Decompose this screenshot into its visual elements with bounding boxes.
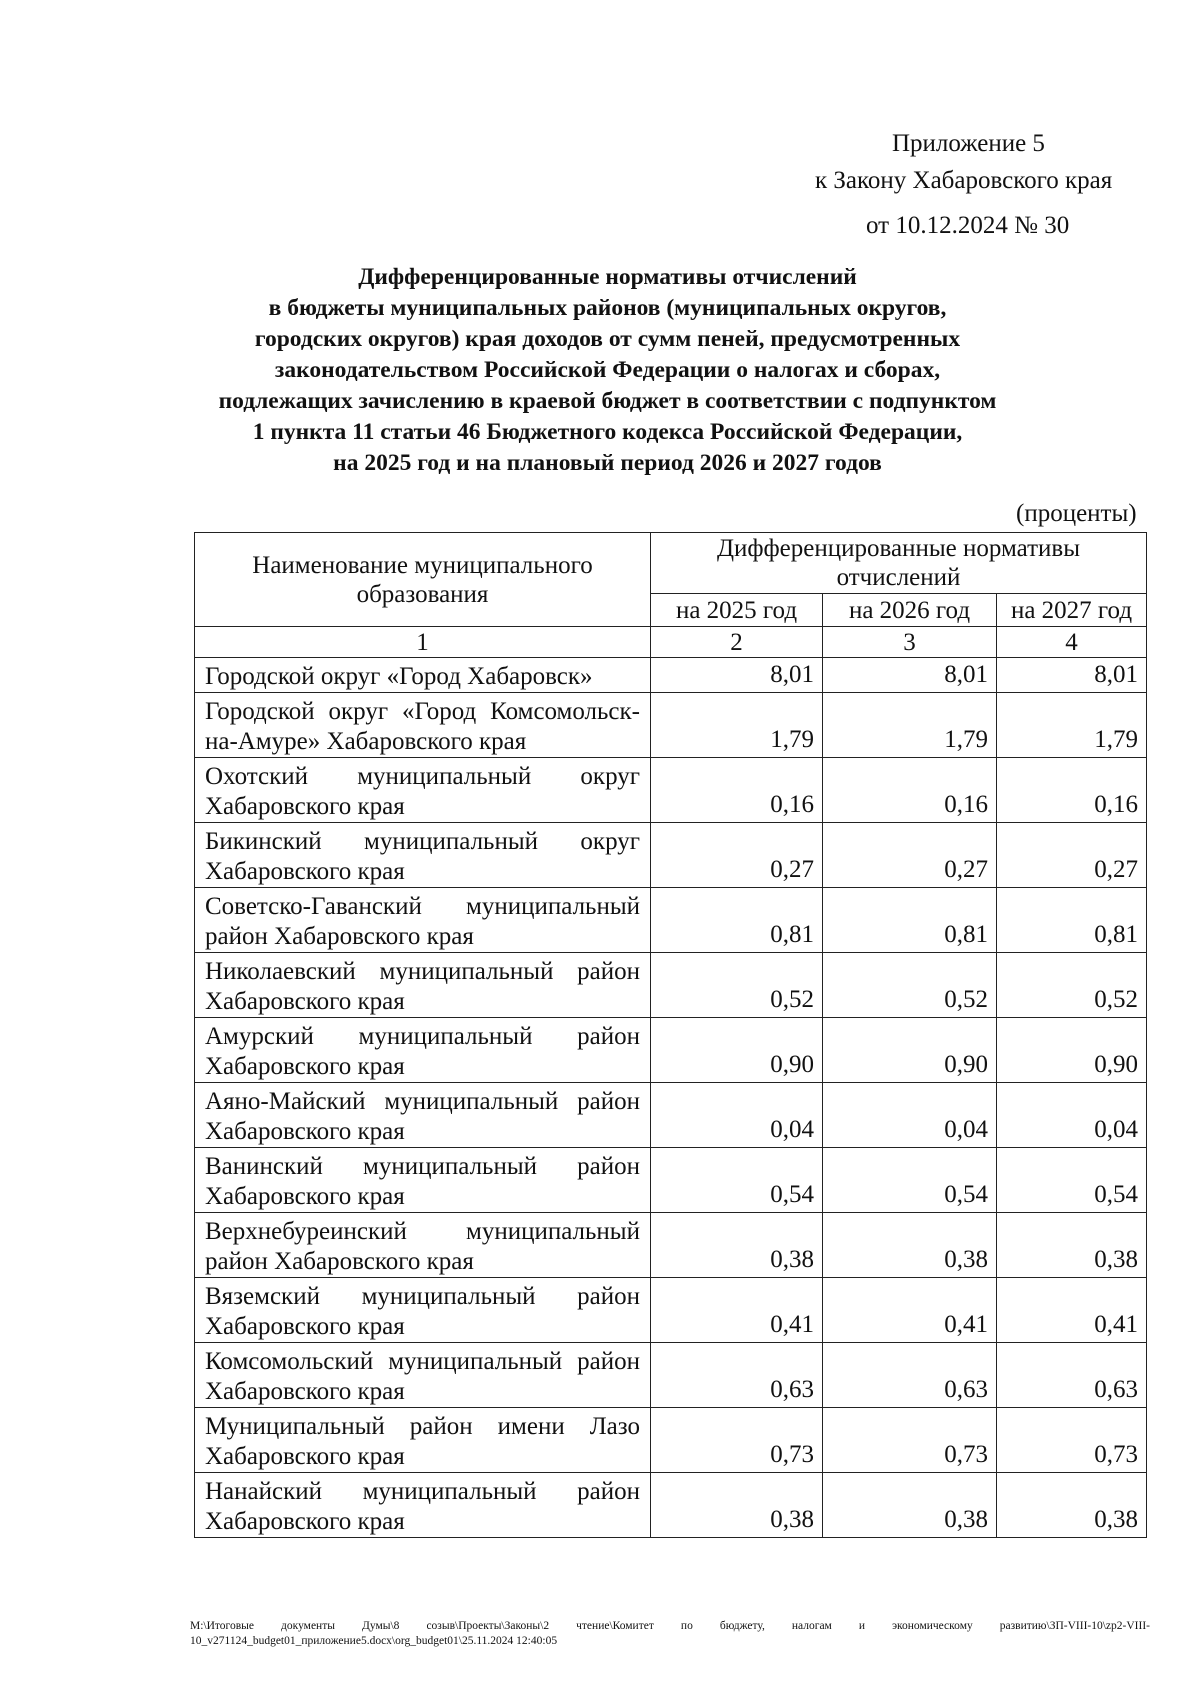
value-2027: 8,01 <box>997 658 1147 693</box>
table-row <box>195 1018 1147 1083</box>
value-2026: 0,27 <box>823 823 997 888</box>
table-row <box>195 888 1147 953</box>
value-2027: 0,16 <box>997 758 1147 823</box>
title-line: 1 пункта 11 статьи 46 Бюджетного кодекса Российской Федерации, <box>252 419 963 445</box>
municipality-name: Бикинский муниципальный округ Хабаровского края <box>195 823 651 888</box>
annex-number: Приложение 5 <box>892 130 1045 157</box>
table-row <box>195 658 1147 693</box>
column-number: 1 <box>195 627 651 658</box>
value-2027: 0,73 <box>997 1408 1147 1473</box>
value-2025: 8,01 <box>651 658 823 693</box>
value-2025: 0,04 <box>651 1083 823 1148</box>
municipality-name: Охотский муниципальный округ Хабаровского края <box>195 758 651 823</box>
value-2025: 0,52 <box>651 953 823 1018</box>
units-label: (проценты) <box>1016 500 1137 527</box>
title-line: городских округов) края доходов от сумм пеней, предусмотренных <box>254 326 961 352</box>
value-2026: 0,54 <box>823 1148 997 1213</box>
value-2026: 0,38 <box>823 1213 997 1278</box>
municipality-name: Верхнебуреинский муниципальный район Хабаровского края <box>195 1213 651 1278</box>
municipality-name: Городской округ «Город Комсомольск-на-Амуре» Хабаровского края <box>195 693 651 758</box>
value-2027: 0,63 <box>997 1343 1147 1408</box>
value-2025: 0,16 <box>651 758 823 823</box>
value-2026: 0,63 <box>823 1343 997 1408</box>
value-2025: 0,38 <box>651 1213 823 1278</box>
value-2027: 0,04 <box>997 1083 1147 1148</box>
norms-table <box>194 532 1147 1538</box>
value-2027: 0,52 <box>997 953 1147 1018</box>
value-2025: 0,63 <box>651 1343 823 1408</box>
value-2026: 8,01 <box>823 658 997 693</box>
municipality-name: Амурский муниципальный район Хабаровского края <box>195 1018 651 1083</box>
value-2025: 0,27 <box>651 823 823 888</box>
table-row <box>195 953 1147 1018</box>
table-row <box>195 1278 1147 1343</box>
municipality-name: Муниципальный район имени Лазо Хабаровского края <box>195 1408 651 1473</box>
column-number: 2 <box>651 627 823 658</box>
value-2027: 0,81 <box>997 888 1147 953</box>
value-2025: 0,54 <box>651 1148 823 1213</box>
title-line: законодательством Российской Федерации о налогах и сборах, <box>274 357 941 383</box>
value-2027: 0,90 <box>997 1018 1147 1083</box>
column-number-row <box>195 627 1147 658</box>
value-2025: 0,41 <box>651 1278 823 1343</box>
value-2026: 0,38 <box>823 1473 997 1538</box>
header-year-2027: на 2027 год <box>997 594 1147 627</box>
municipality-name: Николаевский муниципальный район Хабаровского края <box>195 953 651 1018</box>
value-2025: 0,90 <box>651 1018 823 1083</box>
municipality-name: Вяземский муниципальный район Хабаровского края <box>195 1278 651 1343</box>
table-row <box>195 1343 1147 1408</box>
header-municipality-name: Наименование муниципального образования <box>195 533 651 627</box>
table-row <box>195 1473 1147 1538</box>
table-row <box>195 1083 1147 1148</box>
value-2027: 0,41 <box>997 1278 1147 1343</box>
table-row <box>195 1148 1147 1213</box>
value-2026: 0,73 <box>823 1408 997 1473</box>
value-2026: 0,52 <box>823 953 997 1018</box>
value-2026: 0,04 <box>823 1083 997 1148</box>
value-2027: 0,38 <box>997 1213 1147 1278</box>
value-2027: 1,79 <box>997 693 1147 758</box>
title-line: подлежащих зачислению в краевой бюджет в соответствии с подпунктом <box>218 388 997 414</box>
value-2025: 0,81 <box>651 888 823 953</box>
table-row <box>195 758 1147 823</box>
municipality-name: Городской округ «Город Хабаровск» <box>195 658 651 693</box>
column-number: 3 <box>823 627 997 658</box>
value-2027: 0,27 <box>997 823 1147 888</box>
header-year-2026: на 2026 год <box>823 594 997 627</box>
file-path-footer: M:\Итоговые документы Думы\8 созыв\Проекты\Законы\2 чтение\Комитет по бюджету, налогам и экономическому развитию\ЗП-VIII-10\zp2-VIII-10_v271124_budget01_приложение5.docx\org_budget01\25.11.2024 12:40:05 <box>190 1620 1150 1647</box>
value-2026: 0,90 <box>823 1018 997 1083</box>
table-row <box>195 823 1147 888</box>
header-norms-group: Дифференцированные нормативы отчислений <box>651 533 1147 594</box>
value-2026: 0,81 <box>823 888 997 953</box>
municipality-name: Советско-Гаванский муниципальный район Хабаровского края <box>195 888 651 953</box>
annex-law-reference: к Закону Хабаровского края <box>815 167 1113 194</box>
value-2025: 0,38 <box>651 1473 823 1538</box>
value-2025: 1,79 <box>651 693 823 758</box>
value-2027: 0,38 <box>997 1473 1147 1538</box>
value-2026: 0,16 <box>823 758 997 823</box>
municipality-name: Нанайский муниципальный район Хабаровского края <box>195 1473 651 1538</box>
header-year-2025: на 2025 год <box>651 594 823 627</box>
municipality-name: Ванинский муниципальный район Хабаровского края <box>195 1148 651 1213</box>
table-row <box>195 693 1147 758</box>
table-row <box>195 1213 1147 1278</box>
column-number: 4 <box>997 627 1147 658</box>
title-line: Дифференцированные нормативы отчислений <box>358 264 857 290</box>
value-2026: 0,41 <box>823 1278 997 1343</box>
title-line: на 2025 год и на плановый период 2026 и 2027 годов <box>333 450 882 476</box>
municipality-name: Аяно-Майский муниципальный район Хабаровского края <box>195 1083 651 1148</box>
title-line: в бюджеты муниципальных районов (муниципальных округов, <box>268 295 947 321</box>
table-row <box>195 1408 1147 1473</box>
value-2026: 1,79 <box>823 693 997 758</box>
document-title <box>150 262 1065 479</box>
value-2027: 0,54 <box>997 1148 1147 1213</box>
annex-law-date: от 10.12.2024 № 30 <box>866 212 1070 239</box>
value-2025: 0,73 <box>651 1408 823 1473</box>
municipality-name: Комсомольский муниципальный район Хабаровского края <box>195 1343 651 1408</box>
